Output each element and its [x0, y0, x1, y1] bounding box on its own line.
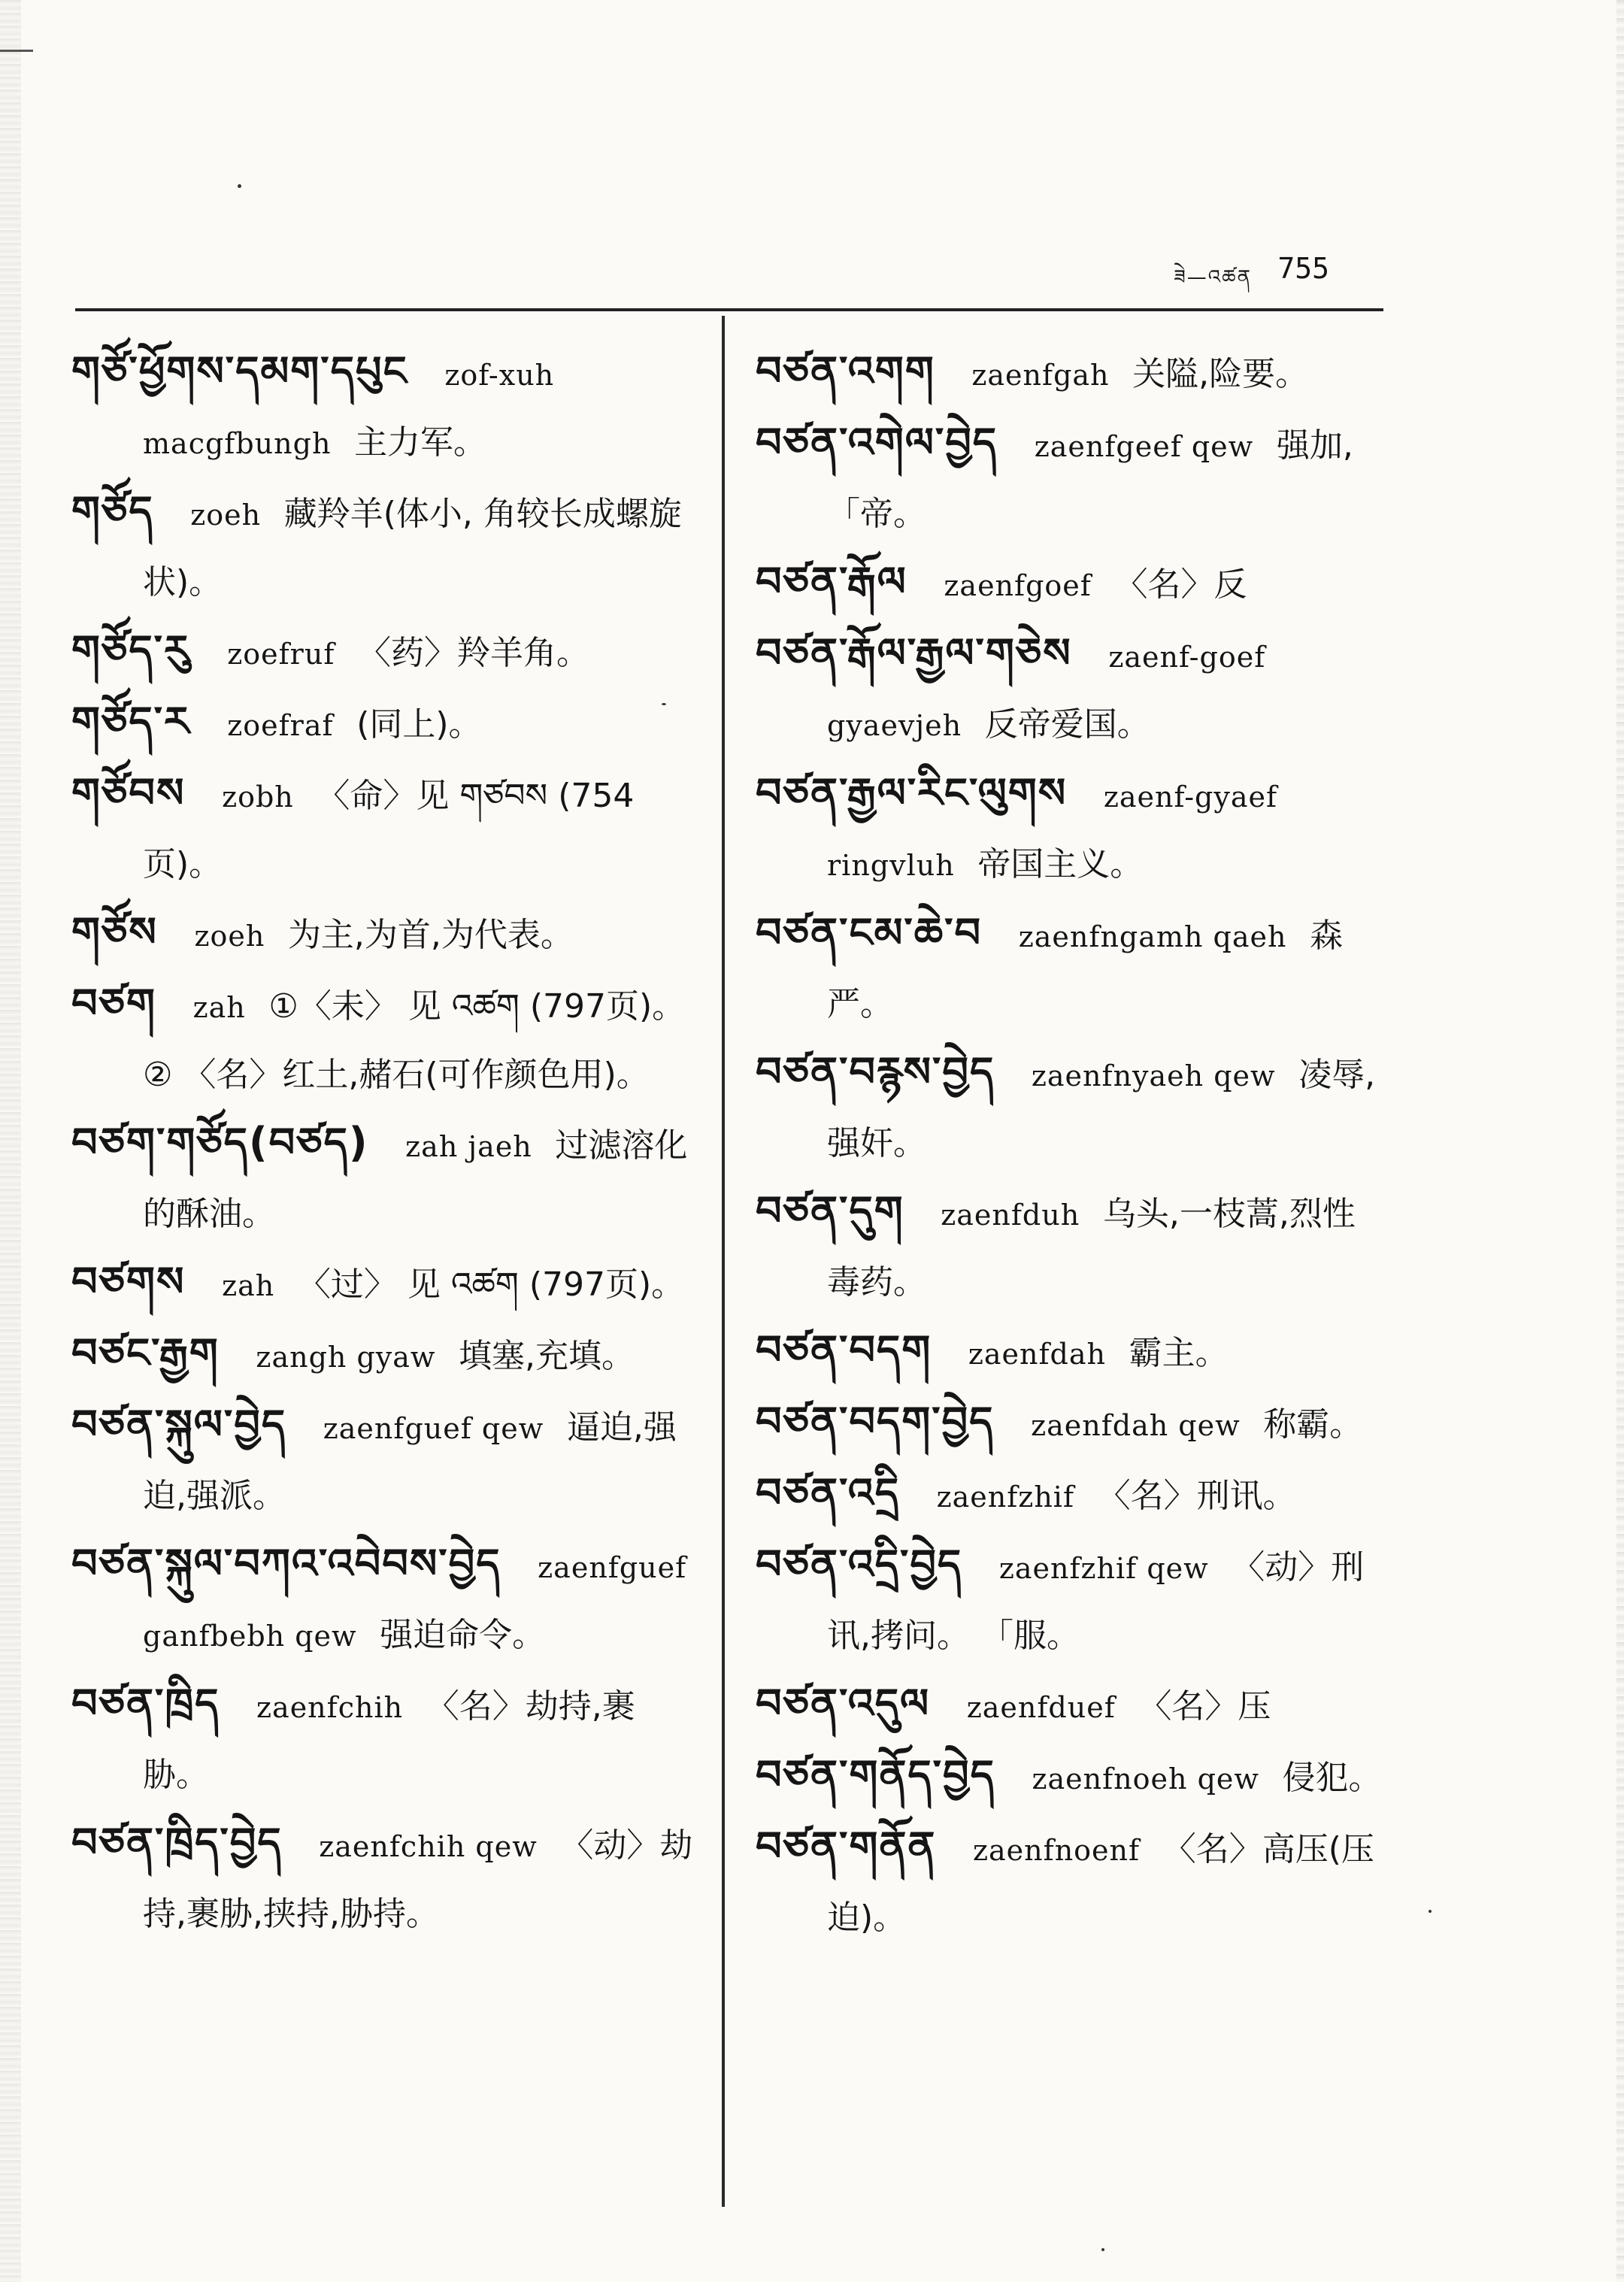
- chinese-gloss: 〈名〉刑讯。: [1097, 1477, 1296, 1515]
- romanization: zah: [222, 1269, 275, 1302]
- tibetan-headword: བཙན་རྒོལ་རྒྱལ་གཅེས: [756, 629, 1072, 677]
- romanization: zoefruf: [227, 638, 335, 671]
- romanization: zaenfduef: [966, 1691, 1116, 1724]
- left-column: [71, 338, 699, 1949]
- tibetan-headword: བཙན་ཁྲིད: [71, 1680, 220, 1727]
- romanization: zobh: [222, 780, 294, 814]
- dictionary-entry: [756, 1671, 1383, 1741]
- romanization: zaenfnoeh qew: [1032, 1762, 1259, 1796]
- tibetan-headword: བཙན་བདག་བྱེད: [756, 1398, 995, 1445]
- romanization: zaenfnoenf: [973, 1834, 1141, 1867]
- dictionary-entry: [756, 620, 1383, 759]
- tibetan-headword: གཙོས: [71, 908, 158, 956]
- tibetan-headword: བཙགས: [71, 1258, 186, 1305]
- romanization: zaenfnyaeh qew: [1031, 1059, 1276, 1093]
- romanization: zaenf-gyaef ringvluh: [827, 780, 1278, 882]
- tibetan-headword: བཙན་རྒྱལ་རིང་ལུགས: [756, 769, 1068, 817]
- romanization: zoeh: [194, 920, 265, 953]
- dictionary-entry: [71, 760, 699, 898]
- romanization: zaenfzhif: [936, 1480, 1075, 1514]
- romanization: zaenfgoef: [944, 569, 1092, 602]
- chinese-gloss: 〈药〉羚羊角。: [358, 634, 590, 672]
- scan-edge-right: [1616, 0, 1624, 2282]
- dictionary-entry: [71, 478, 699, 616]
- running-head: ཟེ—འཚན: [1174, 266, 1252, 289]
- scan-speck: [1429, 1910, 1432, 1913]
- dictionary-entry: [756, 1532, 1383, 1669]
- scan-edge-mark: [0, 50, 33, 52]
- tibetan-headword: གཙོབས: [71, 769, 186, 817]
- chinese-gloss: 过滤溶化的酥油。: [143, 1126, 688, 1233]
- dictionary-entry: [71, 689, 699, 759]
- chinese-gloss: 反帝爱国。: [984, 705, 1150, 744]
- dictionary-entry: [71, 1810, 699, 1947]
- tibetan-headword: བཙག་གཙོད(བཙད): [71, 1119, 369, 1166]
- romanization: zaenfguef ganfbebh qew: [143, 1551, 687, 1653]
- page-number: 755: [1277, 252, 1329, 285]
- tibetan-headword: བཙན་ཁྲིད་བྱེད: [71, 1819, 283, 1866]
- dictionary-entry: [71, 1531, 699, 1669]
- chinese-gloss: 〈名〉压: [1138, 1687, 1271, 1726]
- right-column: [756, 338, 1383, 1953]
- romanization: zaenfchih: [256, 1691, 404, 1724]
- chinese-gloss: 侵犯。: [1282, 1759, 1382, 1797]
- chinese-gloss: 〈动〉刑讯,拷问。 「服。: [827, 1548, 1365, 1655]
- romanization: zoefraf: [227, 709, 334, 742]
- tibetan-headword: བཙན་འདུལ: [756, 1680, 931, 1727]
- chinese-gloss: 森严。: [827, 917, 1344, 1023]
- romanization: zaenfguef qew: [323, 1412, 544, 1445]
- tibetan-headword: བཙན་རྒོལ: [756, 558, 907, 605]
- chinese-gloss: 为主,为首,为代表。: [287, 916, 574, 954]
- dictionary-entry: [71, 1249, 699, 1319]
- dictionary-entry: [756, 1814, 1383, 1951]
- scan-speck: [662, 703, 666, 705]
- chinese-gloss: 〈名〉高压(压迫)。: [827, 1830, 1374, 1937]
- tibetan-headword: བཙན་འདྲི: [756, 1469, 900, 1517]
- tibetan-headword: བཙན་སྐུལ་བྱེད: [71, 1401, 287, 1448]
- dictionary-entry: [756, 1389, 1383, 1459]
- romanization: zaenfchih qew: [319, 1830, 538, 1863]
- dictionary-entry: [71, 1671, 699, 1808]
- dictionary-entry: [71, 1320, 699, 1390]
- romanization: zaenfzhif qew: [998, 1552, 1209, 1585]
- page-header: [75, 252, 1383, 312]
- dictionary-entry: [71, 1110, 699, 1247]
- tibetan-headword: གཙོད་རུ: [71, 626, 191, 674]
- dictionary-entry: [756, 410, 1383, 547]
- chinese-gloss: ①〈未〉 见 འཚག (797页)。 ② 〈名〉红土,赭石(可作颜色用)。: [143, 987, 686, 1094]
- dictionary-entry: [71, 338, 699, 477]
- scan-speck: [238, 184, 241, 188]
- tibetan-headword: བཙན་བརྙས་བྱེད: [756, 1048, 995, 1096]
- header-rule: [75, 308, 1383, 311]
- romanization: zaenfdah qew: [1031, 1409, 1241, 1442]
- romanization: zaenfngamh qaeh: [1018, 920, 1287, 953]
- dictionary-entry: [756, 1742, 1383, 1812]
- chinese-gloss: 乌头,一枝蒿,烈性毒药。: [827, 1195, 1356, 1302]
- chinese-gloss: (同上)。: [356, 705, 482, 744]
- chinese-gloss: 〈名〉反: [1114, 565, 1247, 604]
- chinese-gloss: 主力军。: [354, 423, 487, 462]
- chinese-gloss: 藏羚羊(体小, 角较长成螺旋状)。: [143, 495, 682, 602]
- chinese-gloss: 填塞,充填。: [459, 1337, 635, 1375]
- tibetan-headword: གཙོད: [71, 487, 154, 535]
- romanization: zah jaeh: [405, 1130, 532, 1163]
- romanization: zaenfgah: [971, 359, 1110, 392]
- tibetan-headword: བཙན་ངམ་ཆེ་བ: [756, 909, 983, 956]
- dictionary-entry: [71, 899, 699, 969]
- dictionary-entry: [756, 1460, 1383, 1530]
- dictionary-entry: [71, 617, 699, 687]
- tibetan-headword: བཙག: [71, 980, 156, 1027]
- tibetan-headword: བཙན་བདག: [756, 1326, 932, 1374]
- romanization: zangh gyaw: [256, 1341, 436, 1374]
- chinese-gloss: 帝国主义。: [977, 845, 1144, 883]
- dictionary-entry: [756, 338, 1383, 408]
- scan-speck: [1101, 2248, 1104, 2251]
- tibetan-headword: བཙན་གནོན: [756, 1823, 937, 1870]
- tibetan-headword: བཙན་སྐུལ་བཀའ་འབེབས་བྱེད: [71, 1540, 501, 1587]
- tibetan-headword: བཙན་འདྲི་བྱེད: [756, 1541, 963, 1588]
- scan-edge-left: [0, 0, 21, 2282]
- chinese-gloss: 称霸。: [1263, 1405, 1363, 1444]
- chinese-gloss: 〈命〉见 གཙབས (754页)。: [143, 777, 635, 883]
- chinese-gloss: 〈动〉劫持,裹胁,挟持,胁持。: [143, 1826, 693, 1933]
- tibetan-headword: གཙོ་ཕྱོགས་དམག་དཔུང: [71, 347, 408, 395]
- romanization: zah: [192, 991, 246, 1024]
- column-divider: [722, 316, 725, 2207]
- chinese-gloss: 强加, 「帝。: [827, 426, 1353, 533]
- tibetan-headword: བཙན་དུག: [756, 1187, 904, 1235]
- dictionary-entry: [756, 900, 1383, 1038]
- dictionary-entry: [71, 971, 699, 1108]
- tibetan-headword: བཙན་འགེལ་བྱེད: [756, 419, 998, 466]
- dictionary-entry: [756, 1178, 1383, 1316]
- chinese-gloss: 关隘,险要。: [1132, 355, 1309, 393]
- chinese-gloss: 霸主。: [1129, 1334, 1229, 1372]
- romanization: zoeh: [190, 499, 262, 532]
- tibetan-headword: བཙན་འགག: [756, 347, 935, 395]
- romanization: zaenf-goef gyaevjeh: [827, 641, 1266, 742]
- dictionary-entry: [756, 1317, 1383, 1387]
- dictionary-entry: [756, 760, 1383, 899]
- chinese-gloss: 逼迫,强迫,强派。: [143, 1408, 677, 1515]
- romanization: zaenfgeef qew: [1034, 430, 1254, 463]
- romanization: zaenfdah: [968, 1338, 1106, 1371]
- chinese-gloss: 强迫命令。: [380, 1616, 546, 1654]
- romanization: zof-xuh macgfbungh: [143, 359, 555, 460]
- dictionary-entry: [756, 549, 1383, 619]
- chinese-gloss: 〈过〉 见 འཚག (797页)。: [297, 1265, 685, 1304]
- dictionary-entry: [71, 1392, 699, 1529]
- tibetan-headword: བཙན་གནོད་བྱེད: [756, 1751, 995, 1799]
- tibetan-headword: བཙང་རྒྱག: [71, 1329, 220, 1377]
- dictionary-entry: [756, 1039, 1383, 1177]
- tibetan-headword: གཙོད་ར: [71, 698, 191, 745]
- romanization: zaenfduh: [941, 1199, 1080, 1232]
- chinese-gloss: 凌辱,强奸。: [827, 1056, 1376, 1162]
- chinese-gloss: 〈名〉劫持,裹胁。: [143, 1687, 635, 1794]
